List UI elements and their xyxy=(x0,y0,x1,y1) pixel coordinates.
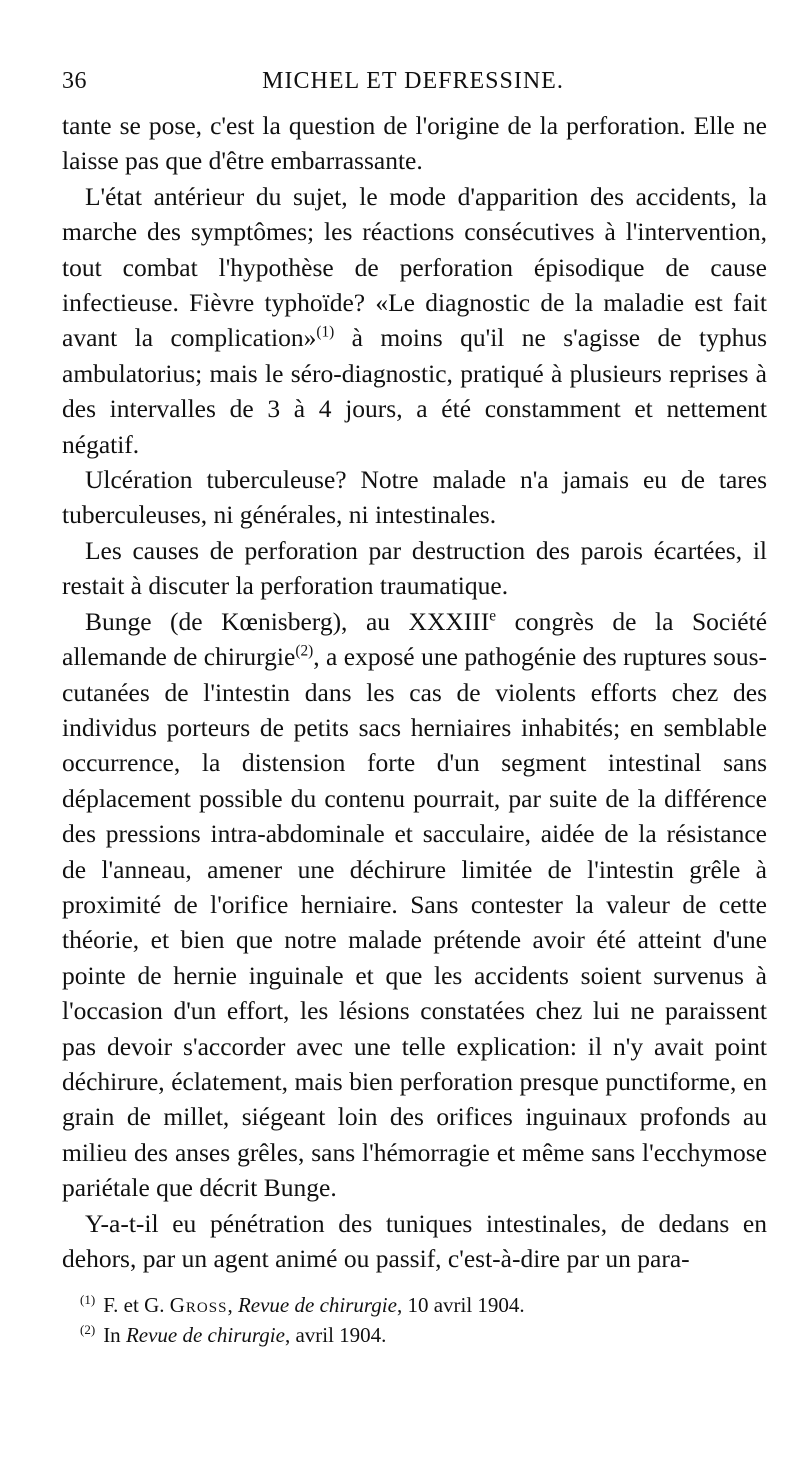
body-text xyxy=(62,108,767,1276)
paragraph-2-text-a: L'état antérieur du sujet, le mode d'apparition des accidents, la marche des symptômes; les réactions consécutives à l'intervention, tout combat l'hypothèse de perforation épisodique de cause infectieuse. Fièvre typhoïde? «Le diagnostic de la maladie est fait avant la complication» xyxy=(62,181,767,353)
paragraph-6: Y-a-t-il eu pénétration des tuniques intestinales, de dedans en dehors, par un agent animé ou passif, c'est-à-dire par un para- xyxy=(62,1208,767,1273)
paragraph-5-text-a: Bunge (de Kœnisberg), au XXXIII xyxy=(84,606,490,636)
paragraph-5-text-c: , a exposé une pathogénie des ruptures sous-cutanées de l'intestin dans les cas de violents efforts chez des individus porteurs de petits sacs herniaires inhabités; en semblable occurrence, la distension forte d'un segment intestinal sans déplacement possible du contenu pourrait, par suite de la différence des pressions intra-abdominale et sacculaire, aidée de la résistance de l'anneau, amener une déchirure limitée de l'intestin grêle à proximité de l'orifice herniaire. Sans contester la valeur de cette théorie, et bien que notre malade prétende avoir été atteint d'une pointe de hernie inguinale et que les accidents soient survenus à l'occasion d'un effort, les lésions constatées chez lui ne paraissent pas devoir s'accorder avec une telle explication: il n'y avait point déchirure, éclatement, mais bien perforation presque punctiforme, en grain de millet, siégeant loin des orifices inguinaux profonds au milieu des anses grêles, sans l'hémorragie et même sans l'ecchymose pariétale que décrit Bunge. xyxy=(62,642,767,1203)
paragraph-3: Ulcération tuberculeuse? Notre malade n'a jamais eu de tares tuberculeuses, ni générales, ni intestinales. xyxy=(62,465,767,530)
page-number: 36 xyxy=(62,68,87,94)
running-head: MICHEL ET DEFRESSINE. xyxy=(262,68,564,94)
paragraph-2-text-b: à moins qu'il ne s'agisse de typhus ambulatorius; mais le séro-diagnostic, pratiqué à plusieurs reprises à des intervalles de 3 à 4 jours, a été constamment et nettement négatif. xyxy=(62,323,767,459)
footnote-ref-2: (2) xyxy=(295,642,314,660)
footnotes xyxy=(80,1290,760,1350)
footnote-2-post: , avril 1904. xyxy=(284,1323,387,1347)
footnote-1-post: , 10 avril 1904. xyxy=(396,1293,525,1317)
footnote-1-pre: F. et G. xyxy=(103,1293,170,1317)
paragraph-1: tante se pose, c'est la question de l'origine de la perforation. Elle ne laisse pas que d'être embarrassante. xyxy=(62,111,767,176)
footnote-2 xyxy=(80,1320,760,1350)
ordinal-superscript: e xyxy=(489,607,497,625)
footnote-1-marker: (1) xyxy=(80,1292,96,1307)
footnote-1-author: Gross xyxy=(169,1293,228,1317)
paragraph-5-text-b: congrès de la Société allemande de chirurgie xyxy=(62,606,768,672)
footnote-1 xyxy=(80,1290,760,1320)
footnote-1-sep: , xyxy=(227,1293,238,1317)
footnote-2-marker: (2) xyxy=(80,1322,96,1337)
footnote-ref-1: (1) xyxy=(316,323,335,341)
paragraph-2 xyxy=(62,179,767,462)
footnote-2-journal: Revue de chirurgie xyxy=(125,1323,285,1347)
footnote-1-journal: Revue de chirurgie xyxy=(237,1293,397,1317)
footnote-2-pre: In xyxy=(103,1323,126,1347)
page-header xyxy=(62,68,764,102)
paragraph-4: Les causes de perforation par destruction des parois écartées, il restait à discuter la perforation traumatique. xyxy=(62,535,767,601)
paragraph-5 xyxy=(62,604,767,1206)
